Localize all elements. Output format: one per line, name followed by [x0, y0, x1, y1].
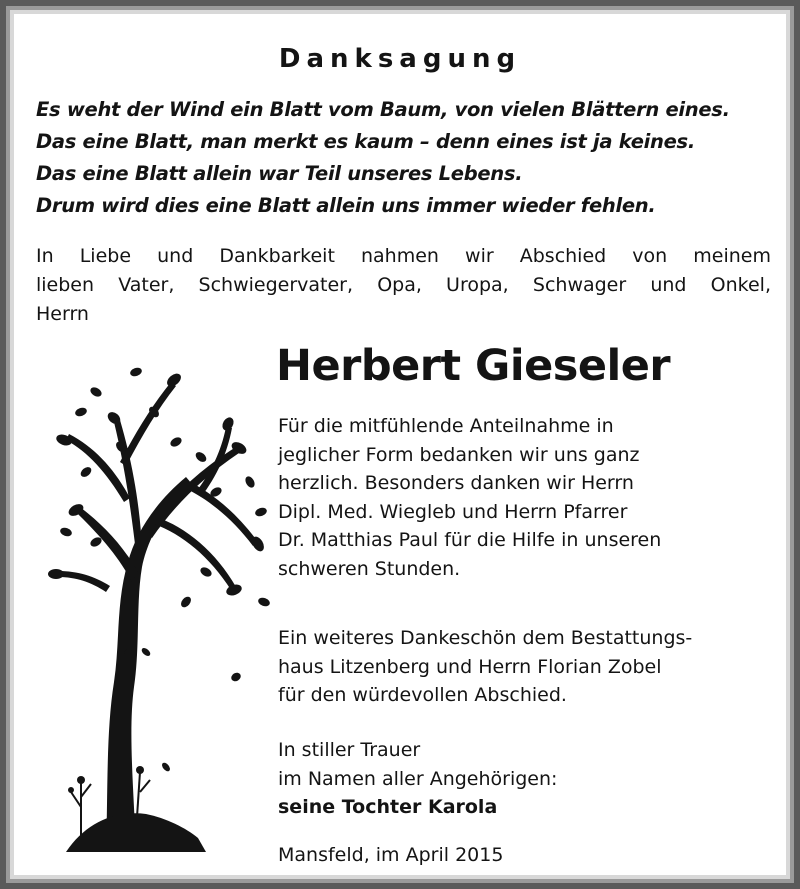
poem-line: Das eine Blatt, man merkt es kaum – denn eines ist ja keines.: [36, 130, 695, 153]
text-line: In stiller Trauer: [278, 739, 421, 761]
tree-with-falling-leaves-icon: [36, 352, 276, 852]
notice-title: Danksagung: [278, 44, 522, 74]
deceased-name: Herbert Gieseler: [276, 341, 671, 391]
closing-block: [278, 736, 778, 822]
thanks-paragraph: [278, 412, 778, 583]
intro-line: In Liebe und Dankbarkeit nahmen wir Abschied von meinem: [36, 245, 771, 267]
intro-line: Herrn: [36, 303, 89, 325]
text-line: Dr. Matthias Paul für die Hilfe in unseren: [278, 529, 662, 551]
poem: [36, 94, 776, 222]
text-line: Für die mitfühlende Anteilnahme in: [278, 415, 614, 437]
text-line: für den würdevollen Abschied.: [278, 684, 567, 706]
text-line: herzlich. Besonders danken wir Herrn: [278, 472, 634, 494]
place-date: Mansfeld, im April 2015: [278, 844, 504, 866]
obituary-notice: [14, 14, 786, 875]
funeral-home-thanks: [278, 624, 778, 710]
text-line: schweren Stunden.: [278, 557, 461, 580]
text-line: Dipl. Med. Wiegleb und Herrn Pfarrer: [278, 500, 628, 523]
text-line: jeglicher Form bedanken wir uns ganz: [278, 443, 640, 466]
signature: seine Tochter Karola: [278, 796, 498, 818]
intro-text: [36, 242, 771, 329]
text-line: im Namen aller Angehörigen:: [278, 767, 558, 790]
text-line: haus Litzenberg und Herrn Florian Zobel: [278, 655, 662, 678]
poem-line: Das eine Blatt allein war Teil unseres Lebens.: [36, 162, 523, 185]
poem-line: Es weht der Wind ein Blatt vom Baum, von vielen Blättern eines.: [36, 98, 730, 121]
poem-line: Drum wird dies eine Blatt allein uns immer wieder fehlen.: [36, 194, 656, 217]
intro-line: lieben Vater, Schwiegervater, Opa, Uropa, Schwager und Onkel,: [36, 274, 771, 296]
text-line: Ein weiteres Dankeschön dem Bestattungs-: [278, 627, 693, 649]
